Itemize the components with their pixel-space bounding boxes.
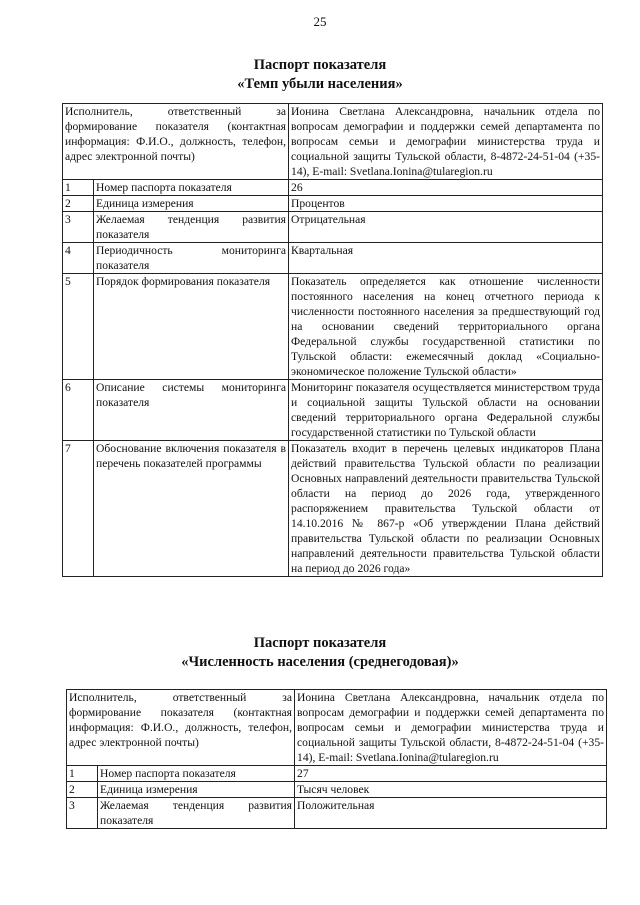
row-label: Обоснование включения показателя в перечень показателей программы — [94, 441, 289, 577]
row-value: Квартальная — [289, 243, 603, 274]
row-number: 2 — [63, 196, 94, 212]
table-row — [67, 782, 607, 798]
table-row — [63, 180, 603, 196]
section-2-title-line1: Паспорт показателя — [253, 635, 387, 651]
table-row — [63, 196, 603, 212]
row-number: 1 — [63, 180, 94, 196]
row-label: Желаемая тенденция развития показателя — [98, 798, 295, 829]
row-number: 3 — [67, 798, 98, 829]
executor-value: Ионина Светлана Александровна, начальник отдела по вопросам демографии и поддержки семей департамента по вопросам семьи и демографии министерства труда и социальной защиты Тульской области, 8-4872-24-51-04 (+35-14), E-mail: Svetlana.Ionina@tularegion.ru — [289, 104, 603, 180]
table-row — [63, 274, 603, 380]
row-value: Процентов — [289, 196, 603, 212]
section-2-title-line2: «Численность населения (среднегодовая)» — [181, 654, 459, 670]
row-number: 1 — [67, 766, 98, 782]
row-number: 5 — [63, 274, 94, 380]
row-label: Периодичность мониторинга показателя — [94, 243, 289, 274]
row-value: 27 — [295, 766, 607, 782]
row-label: Порядок формирования показателя — [94, 274, 289, 380]
table-row-executor — [63, 104, 603, 180]
row-number: 3 — [63, 212, 94, 243]
row-value: 26 — [289, 180, 603, 196]
row-value: Показатель входит в перечень целевых индикаторов Плана действий правительства Тульской области по реализации Основных направлений деятельности правительства Тульской области на период до 2026 года, утвержденного распоряжением правительства Тульской области от 14.10.2016 № 867-р «Об утверждении Плана действий правительства Тульской области по реализации Основных направлений деятельности правительства Тульской области на период до 2026 года» — [289, 441, 603, 577]
row-number: 2 — [67, 782, 98, 798]
executor-value: Ионина Светлана Александровна, начальник отдела по вопросам демографии и поддержки семей департамента по вопросам семьи и демографии министерства труда и социальной защиты Тульской области, 8-4872-24-51-04 (+35-14), E-mail: Svetlana.Ionina@tularegion.ru — [295, 690, 607, 766]
section-1-title — [0, 56, 640, 94]
row-label: Желаемая тенденция развития показателя — [94, 212, 289, 243]
row-value: Показатель определяется как отношение численности постоянного населения на конец отчетного периода к численности постоянного населения за предшествующий год на основании сведений территориального органа Федеральной службы государственной статистики по Тульской области: ежемесячный доклад «Социально-экономическое положение Тульской области» — [289, 274, 603, 380]
row-number: 7 — [63, 441, 94, 577]
table-row — [63, 243, 603, 274]
row-value: Положительная — [295, 798, 607, 829]
row-label: Описание системы мониторинга показателя — [94, 380, 289, 441]
row-number: 6 — [63, 380, 94, 441]
row-number: 4 — [63, 243, 94, 274]
page-number: 25 — [313, 14, 327, 29]
executor-label: Исполнитель, ответственный за формирование показателя (контактная информация: Ф.И.О., должность, телефон, адрес электронной почты) — [67, 690, 295, 766]
row-label: Единица измерения — [94, 196, 289, 212]
table-row — [63, 212, 603, 243]
passport-table-2 — [66, 689, 607, 829]
table-row — [63, 441, 603, 577]
section-2-title — [0, 634, 640, 672]
executor-label: Исполнитель, ответственный за формирование показателя (контактная информация: Ф.И.О., должность, телефон, адрес электронной почты) — [63, 104, 289, 180]
passport-table-1 — [62, 103, 603, 577]
row-label: Единица измерения — [98, 782, 295, 798]
section-1-title-line2: «Темп убыли населения» — [237, 76, 403, 92]
table-row — [67, 798, 607, 829]
row-label: Номер паспорта показателя — [94, 180, 289, 196]
table-row — [67, 766, 607, 782]
table-row — [63, 380, 603, 441]
section-1-title-line1: Паспорт показателя — [253, 57, 387, 73]
row-value: Тысяч человек — [295, 782, 607, 798]
row-value: Мониторинг показателя осуществляется министерством труда и социальной защиты Тульской области на основании сведений территориального органа Федеральной службы государственной статистики по Тульской области — [289, 380, 603, 441]
row-label: Номер паспорта показателя — [98, 766, 295, 782]
row-value: Отрицательная — [289, 212, 603, 243]
table-row-executor — [67, 690, 607, 766]
